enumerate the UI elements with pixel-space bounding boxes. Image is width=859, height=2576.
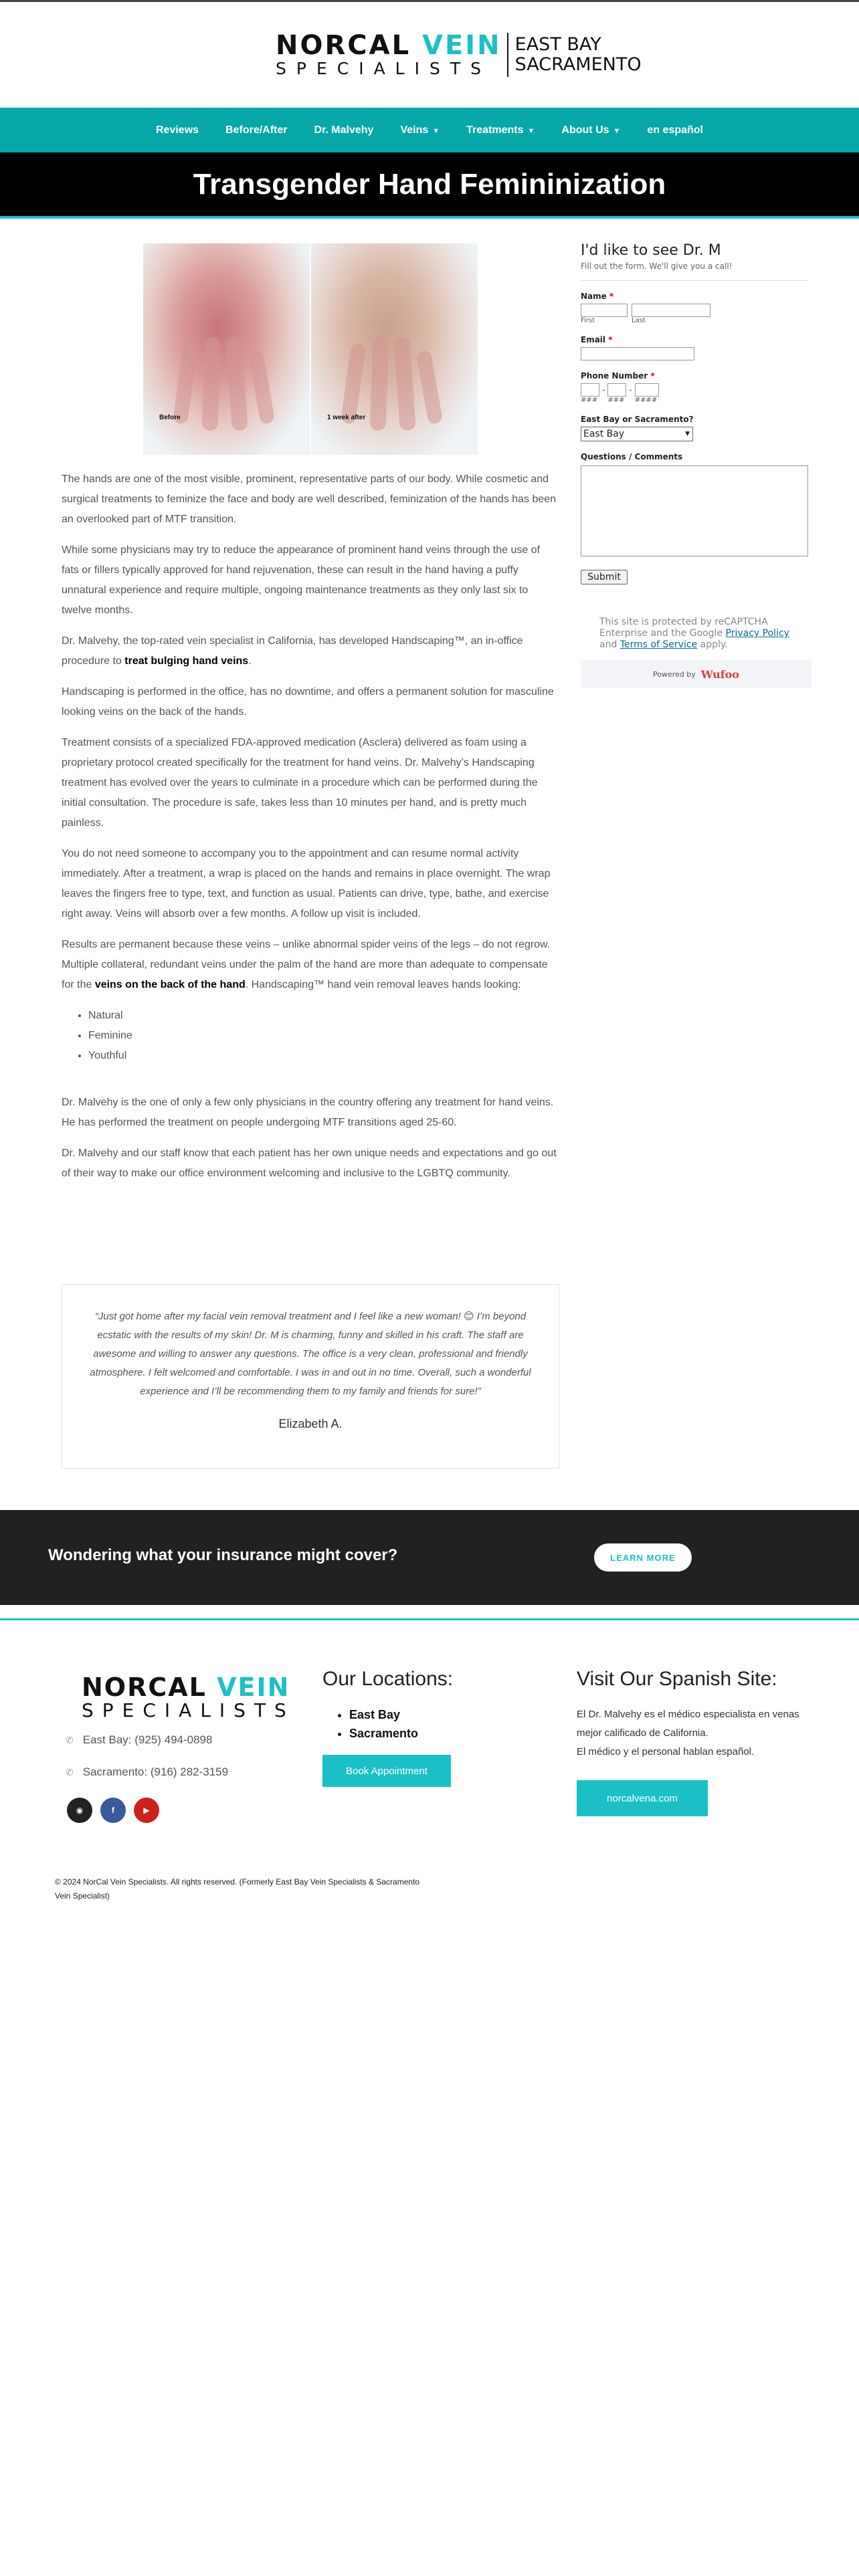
page-title: Transgender Hand Femininization <box>193 167 666 201</box>
questions-textarea[interactable] <box>581 465 808 556</box>
spanish-site-text <box>577 1705 804 1761</box>
nav-reviews[interactable] <box>156 124 199 136</box>
recaptcha-text: This site is protected by reCAPTCHA Enterprise and the Google <box>599 617 768 639</box>
powered-by-wufoo[interactable] <box>581 660 812 688</box>
footer-logo-vein: VEIN <box>217 1673 290 1702</box>
last-hint: Last <box>632 317 646 324</box>
learn-more-button[interactable]: LEARN MORE <box>594 1543 692 1572</box>
chevron-down-icon: ▼ <box>685 431 690 437</box>
wufoo-logo: Wufoo <box>700 667 739 681</box>
after-caption: 1 week after <box>327 414 366 421</box>
logo-text-vein: VEIN <box>422 30 502 61</box>
phone-line-input[interactable] <box>635 383 659 397</box>
phone-label-text: Phone Number <box>581 371 648 381</box>
paragraph-text: . Handscaping™ hand vein removal leaves hands looking: <box>245 979 521 990</box>
location-item: • Sacramento <box>349 1724 453 1743</box>
location-item: • East Bay <box>349 1705 453 1724</box>
recaptcha-text: apply. <box>697 639 728 650</box>
nav-treatments[interactable] <box>466 124 535 136</box>
veins-back-of-hand-link[interactable]: veins on the back of the hand <box>94 979 246 990</box>
paragraph-text: . <box>248 655 252 667</box>
phone-hint: ### <box>581 397 598 404</box>
insurance-cta-text: Wondering what your insurance might cover? <box>48 1546 398 1564</box>
paragraph <box>62 935 559 995</box>
nav-dr-malvehy[interactable] <box>314 124 374 136</box>
phone-dash: - <box>602 385 605 395</box>
recaptcha-text: and <box>599 639 620 650</box>
required-mark: * <box>609 292 614 301</box>
chevron-down-icon: ▼ <box>432 126 440 135</box>
treat-bulging-hand-veins-link[interactable]: treat bulging hand veins <box>124 655 249 667</box>
nav-veins-label: Veins <box>400 124 429 136</box>
main-nav <box>0 108 859 152</box>
location-label: East Bay or Sacramento? <box>581 415 694 424</box>
logo-divider <box>507 33 508 77</box>
footer-phone-sacramento[interactable] <box>66 1765 228 1779</box>
instagram-icon[interactable]: ◉ <box>67 1798 92 1823</box>
locations-title: Our Locations: <box>322 1668 454 1690</box>
facebook-icon[interactable]: f <box>100 1798 126 1823</box>
logo-text-norcal: NORCAL <box>276 30 423 61</box>
contact-form <box>581 242 808 688</box>
spanish-site-title: Visit Our Spanish Site: <box>577 1668 777 1690</box>
nav-en-espanol[interactable] <box>647 124 703 136</box>
title-underline <box>0 216 859 219</box>
testimonial-card <box>62 1284 559 1469</box>
youtube-icon[interactable]: ▶ <box>134 1798 159 1823</box>
name-label-text: Name <box>581 292 607 301</box>
paragraph: You do not need someone to accompany you to the appointment and can resume normal activity immediately. After a treatment, a wrap is placed on the hands and remains in place overnight. The wrap leaves the fingers free to type, text, and function as usual. Patients can drive, type, bathe, and exercise right away. Veins will absorb over a few months. A follow up visit is included. <box>62 848 551 920</box>
phone-hint: #### <box>634 397 658 404</box>
site-logo[interactable] <box>276 31 642 78</box>
location-select[interactable] <box>581 427 693 441</box>
nav-en-espanol-label: en español <box>647 124 703 136</box>
paragraph: Handscaping is performed in the office, has no downtime, and offers a permanent solution for masculine looking veins on the back of the hands. <box>62 686 554 718</box>
footer-logo[interactable] <box>82 1675 295 1721</box>
nav-before-after-label: Before/After <box>225 124 288 136</box>
social-links <box>67 1798 167 1823</box>
paragraph: Treatment consists of a specialized FDA-approved medication (Asclera) delivered as foam using a proprietary protocol created specifically for the treatment for hand veins. Dr. Malvehy’s Handscaping treatment has evolved over the years to culminate in a procedure which can be performed during the initial consultation. The procedure is safe, takes less than 10 minutes per hand, and is pretty much painless. <box>62 737 538 829</box>
book-appointment-button[interactable]: Book Appointment <box>322 1755 451 1787</box>
nav-treatments-label: Treatments <box>466 124 524 136</box>
spanish-text-line: El Dr. Malvehy es el médico especialista en venas mejor calificado de California. <box>577 1709 799 1739</box>
name-label <box>581 292 808 301</box>
chevron-down-icon: ▼ <box>613 126 621 135</box>
required-mark: * <box>650 371 655 381</box>
list-item: • Natural <box>88 1006 559 1026</box>
before-hand-photo <box>143 243 311 455</box>
footer-phone-east-bay[interactable] <box>66 1733 212 1747</box>
logo-east-bay: EAST BAY <box>514 34 601 55</box>
before-caption: Before <box>159 414 181 421</box>
results-list <box>88 1006 559 1066</box>
paragraph: The hands are one of the most visible, prominent, representative parts of our body. While cosmetic and surgical treatments to feminize the face and body are well described, feminization of the hands has been an overlooked part of MTF transition. <box>62 473 557 525</box>
recaptcha-notice <box>581 617 808 651</box>
submit-button[interactable]: Submit <box>581 570 628 584</box>
footer-locations <box>322 1668 453 1787</box>
required-mark: * <box>608 335 613 344</box>
testimonial-quote: “Just got home after my facial vein removal treatment and I feel like a new woman! 😊 I’m beyond ecstatic with the results of my skin! Dr. M is charming, funny and skilled in his craft. The staff are awesome and willing to answer any questions. The office is a very clean, professional and friendly atmosphere. I felt welcomed and comfortable. I was in and out in no time. Overall, such a wonderful experience and I’ll be recommending them to my family and friends for sure!” <box>90 1311 531 1397</box>
first-name-input[interactable] <box>581 304 628 317</box>
phone-icon: ✆ <box>66 1734 74 1745</box>
after-hand-photo <box>311 243 478 455</box>
phone-label <box>581 371 808 381</box>
norcalvena-button[interactable]: norcalvena.com <box>577 1780 708 1816</box>
paragraph-text: Dr. Malvehy, the top-rated vein specialist in California, has developed Handscaping™, an in-office procedure to <box>62 635 523 667</box>
paragraph-text: Results are permanent because these veins – unlike abnormal spider veins of the legs – do not regrow. Multiple collateral, redundant veins under the palm of the hand are more than adequate to compensate for the <box>62 939 551 990</box>
nav-dr-malvehy-label: Dr. Malvehy <box>314 124 374 136</box>
paragraph: While some physicians may try to reduce the appearance of prominent hand veins through the use of fats or fillers typically approved for hand rejuvenation, these can result in the hand having a puffy unnatural experience and require multiple, ongoing maintenance treatments as they only last six to twelve months. <box>62 544 541 616</box>
insurance-cta-band <box>0 1510 859 1605</box>
article-body <box>62 469 559 1194</box>
page-title-bar <box>0 152 859 216</box>
nav-about-us[interactable] <box>561 124 620 136</box>
first-hint: First <box>581 317 595 324</box>
site-header <box>0 2 859 108</box>
nav-before-after[interactable] <box>225 124 287 136</box>
questions-label: Questions / Comments <box>581 452 683 461</box>
terms-of-service-link[interactable]: Terms of Service <box>619 639 698 650</box>
before-after-image <box>143 243 478 455</box>
email-label-text: Email <box>581 335 606 344</box>
phone-dash: - <box>629 385 632 395</box>
privacy-policy-link[interactable]: Privacy Policy <box>725 628 789 639</box>
logo-sacramento: SACRAMENTO <box>514 54 642 75</box>
phone-sacramento-text: Sacramento: (916) 282-3159 <box>82 1765 229 1778</box>
powered-by-text: Powered by <box>653 669 696 679</box>
footer-spanish-site <box>577 1668 804 1816</box>
list-item: • Feminine <box>88 1026 559 1046</box>
testimonial-author: Elizabeth A. <box>278 1417 343 1430</box>
email-label <box>581 335 808 344</box>
form-subtitle: Fill out the form. We'll give you a call! <box>581 261 808 281</box>
paragraph: Dr. Malvehy and our staff know that each patient has her own unique needs and expectations and go out of their way to make our office environment welcoming and inclusive to the LGBTQ community. <box>62 1148 557 1179</box>
phone-prefix-input[interactable] <box>607 383 626 397</box>
footer-logo-norcal: NORCAL <box>82 1673 217 1702</box>
chevron-down-icon: ▼ <box>527 126 535 135</box>
paragraph: Dr. Malvehy is the one of only a few only physicians in the country offering any treatment for hand veins. He has performed the treatment on people undergoing MTF transitions aged 25-60. <box>62 1097 554 1128</box>
last-name-input[interactable] <box>632 304 710 317</box>
form-title: I'd like to see Dr. M <box>581 242 721 259</box>
paragraph <box>62 631 559 671</box>
footer-logo-specialists: SPECIALISTS <box>82 1699 295 1721</box>
list-item: • Youthful <box>88 1046 559 1066</box>
copyright: © 2024 NorCal Vein Specialists. All rights reserved. (Formerly East Bay Vein Specialists & Sacramento Vein Specialist) <box>55 1877 420 1901</box>
nav-reviews-label: Reviews <box>156 124 199 136</box>
location-selected-value: East Bay <box>583 429 625 439</box>
phone-east-bay-text: East Bay: (925) 494-0898 <box>82 1733 213 1746</box>
phone-icon: ✆ <box>66 1766 74 1778</box>
spanish-text-line: El médico y el personal hablan español. <box>577 1746 755 1757</box>
logo-text-specialists: SPECIALISTS <box>276 59 491 78</box>
nav-veins[interactable] <box>400 124 440 136</box>
email-input[interactable] <box>581 347 694 360</box>
phone-area-input[interactable] <box>581 383 599 397</box>
nav-about-us-label: About Us <box>561 124 609 136</box>
footer-top-line <box>0 1618 859 1620</box>
phone-hint: ### <box>607 397 625 404</box>
